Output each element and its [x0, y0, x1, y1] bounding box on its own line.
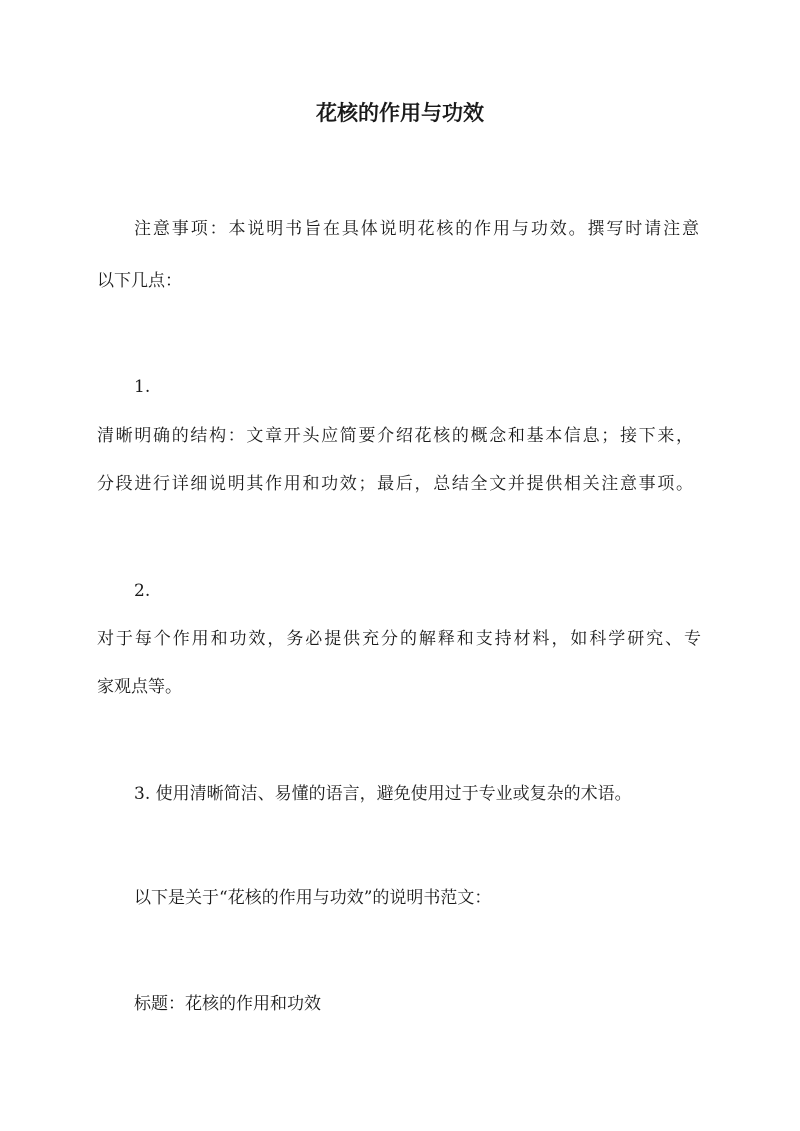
sample-title: 标题：花核的作用和功效: [134, 994, 321, 1014]
item-1-number: 1.: [134, 377, 151, 397]
item-2-line-1: 对于每个作用和功效，务必提供充分的解释和支持材料，如科学研究、专: [97, 629, 701, 649]
item-1-line-2: 分段进行详细说明其作用和功效；最后，总结全文并提供相关注意事项。: [97, 474, 693, 494]
intro-line-2: 以下几点：: [97, 271, 182, 291]
item-2-number: 2.: [134, 581, 151, 601]
item-2-line-2: 家观点等。: [97, 677, 182, 697]
sample-intro: 以下是关于“花核的作用与功效”的说明书范文：: [134, 888, 492, 908]
item-1-line-1: 清晰明确的结构：文章开头应简要介绍花核的概念和基本信息；接下来，: [97, 426, 693, 446]
intro-line-1: 注意事项：本说明书旨在具体说明花核的作用与功效。撰写时请注意: [134, 219, 699, 239]
document-title: 花核的作用与功效: [316, 100, 484, 125]
item-3-text: 3. 使用清晰简洁、易懂的语言，避免使用过于专业或复杂的术语。: [134, 784, 632, 804]
